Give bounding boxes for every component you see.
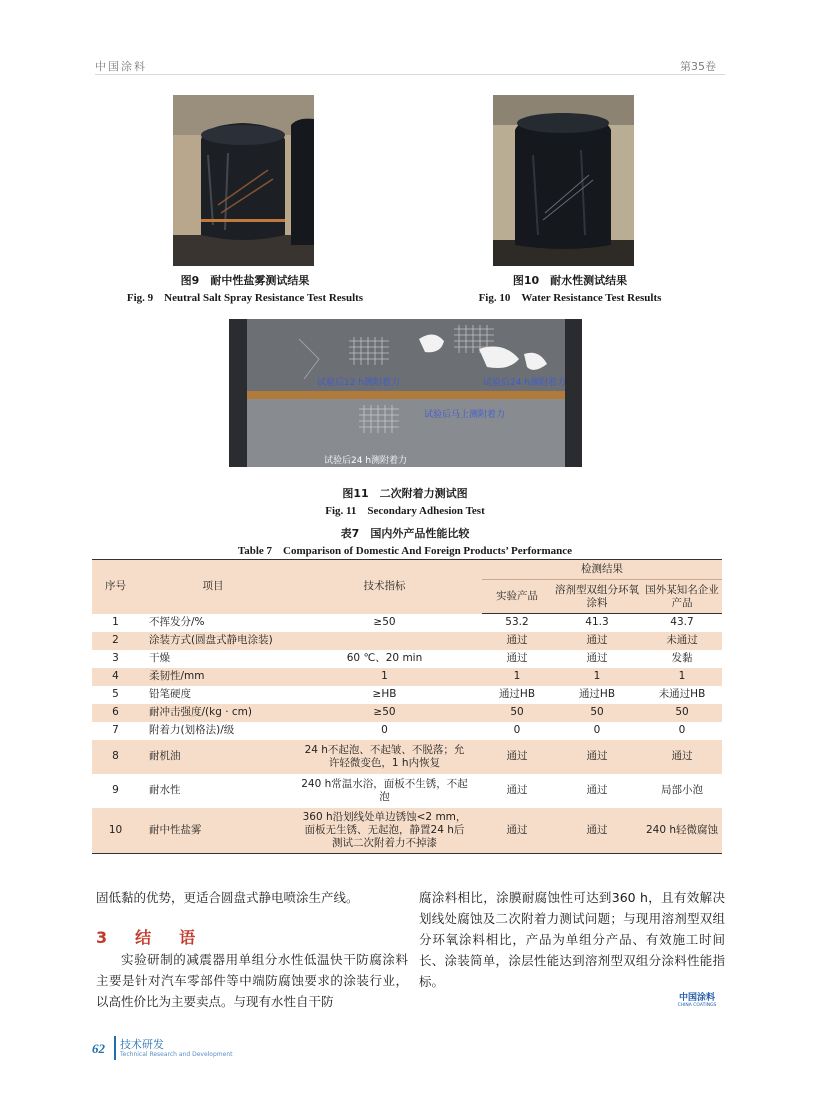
cell-no: 5 [112, 688, 119, 700]
cell-item: 涂装方式(圆盘式静电涂装) [139, 632, 287, 650]
cell-spec: ≥50 [373, 616, 396, 628]
cell-exp: 通过 [482, 632, 552, 650]
cell-spec: 0 [381, 724, 388, 736]
table-row [92, 632, 722, 650]
cell-no: 1 [112, 616, 119, 628]
cell-foreign: 发黏 [671, 652, 693, 664]
footer-section-cn: 技术研发 [120, 1038, 164, 1051]
cell-solvent: 0 [593, 724, 601, 736]
page-number: 62 [92, 1041, 105, 1056]
cell-item: 耐机油 [139, 740, 287, 774]
left-para-2: 实验研制的减震器用单组分水性低温快干防腐涂料主要是针对汽车零部件等中端防腐蚀要求的涂装行业，以高性价比为主要卖点。与现有水性自干防 [96, 952, 408, 1009]
fig10-caption-cn: 图10 耐水性测试结果 [512, 274, 628, 287]
cell-no: 10 [92, 808, 139, 854]
cell-item: 铅笔硬度 [149, 688, 191, 700]
comparison-table [92, 559, 722, 854]
table-row [92, 650, 722, 668]
cell-solvent: 1 [552, 668, 642, 686]
cell-spec: 1 [287, 668, 482, 686]
cell-solvent: 41.3 [585, 616, 609, 629]
cell-exp: 通过 [506, 652, 528, 664]
cell-exp: 通过 [482, 808, 552, 854]
th-solvent: 溶剂型双组分环氧涂料 [552, 580, 642, 614]
cell-no: 2 [92, 632, 139, 650]
table-row [92, 808, 722, 854]
th-exp: 实验产品 [482, 580, 552, 614]
cell-spec: 240 h常温水浴，面板不生锈，不起泡 [301, 777, 468, 803]
fig11-caption-cn: 图11 二次附着力测试图 [342, 487, 468, 500]
fig11-label-3: 试验后马上测附着力 [424, 410, 506, 420]
table-row [92, 774, 722, 808]
cell-item: 耐水性 [149, 784, 181, 796]
cell-exp: 53.2 [505, 616, 529, 629]
fig9-caption-cn: 图9 耐中性盐雾测试结果 [180, 274, 310, 287]
cell-solvent: 通过 [552, 632, 642, 650]
th-item: 项目 [139, 560, 287, 614]
table7-title-cn: 表7 国内外产品性能比较 [340, 527, 470, 540]
th-spec: 技术指标 [287, 560, 482, 614]
cell-exp: 通过 [506, 784, 528, 796]
table-row [92, 614, 722, 632]
cell-spec [287, 632, 482, 650]
right-para: 腐涂料相比，涂膜耐腐蚀性可达到360 h，且有效解决划线处腐蚀及二次附着力测试问题；与现用溶剂型双组分环氧涂料相比，产品为单组分产品、有效施工时间长、涂装简单，涂层性能达到溶剂型双组分涂料性能指标。 [419, 890, 725, 989]
cell-solvent: 通过 [552, 808, 642, 854]
fig11-label-1: 试验后12 h测附着力 [317, 378, 401, 388]
cell-no: 4 [92, 668, 139, 686]
table-row [92, 722, 722, 740]
cell-foreign: 未通过 [642, 632, 722, 650]
cell-no: 6 [92, 704, 139, 722]
china-coatings-logo: 中国涂料 CHINA COATINGS [677, 993, 717, 1008]
cell-solvent: 通过 [552, 740, 642, 774]
cell-item: 耐中性盐雾 [139, 808, 287, 854]
fig11-label-4: 试验后24 h测附着力 [324, 456, 408, 466]
cell-exp: 1 [482, 668, 552, 686]
cell-foreign: 局部小泡 [661, 784, 703, 796]
fig11-caption-en: Fig. 11 Secondary Adhesion Test [325, 505, 485, 517]
cell-no: 7 [112, 724, 119, 736]
th-results: 检测结果 [482, 560, 722, 580]
cell-spec: 360 h沿划线处单边锈蚀<2 mm，面板无生锈、无起泡，静置24 h后测试二次附着力不掉漆 [287, 808, 482, 854]
cell-solvent: 通过 [586, 784, 608, 796]
cell-item: 耐冲击强度/(kg · cm) [139, 704, 287, 722]
cell-item: 不挥发分/% [149, 616, 205, 628]
cell-foreign: 通过 [642, 740, 722, 774]
cell-item: 干燥 [149, 652, 170, 664]
cell-exp: 0 [513, 724, 521, 736]
cell-exp: 通过HB [498, 688, 536, 700]
cell-spec: 24 h不起泡、不起皱、不脱落；允许轻微变色，1 h内恢复 [287, 740, 482, 774]
fig10-photo [493, 95, 634, 266]
cell-solvent: 通过 [586, 652, 608, 664]
footer-section-en: Technical Research and Development [120, 1051, 233, 1058]
table-row [92, 740, 722, 774]
cell-spec: 60 ℃、20 min [346, 652, 423, 664]
cell-no: 9 [112, 784, 119, 796]
cell-solvent: 通过HB [578, 688, 616, 700]
section-title: 3 结 语 [96, 928, 202, 947]
table7-title-en: Table 7 Comparison of Domestic And Foreign Products’ Performance [237, 545, 573, 557]
table-row [92, 668, 722, 686]
fig11-label-2: 试验后24 h测附着力 [483, 378, 567, 388]
cell-spec: ≥HB [372, 688, 397, 700]
cell-item: 柔韧性/mm [139, 668, 287, 686]
header-rule [95, 74, 725, 75]
cell-foreign: 0 [678, 724, 686, 736]
cell-no: 8 [92, 740, 139, 774]
th-foreign: 国外某知名企业产品 [642, 580, 722, 614]
table-row [92, 686, 722, 704]
fig9-photo [173, 95, 314, 266]
th-no: 序号 [92, 560, 139, 614]
cell-no: 3 [112, 652, 119, 664]
cell-exp: 50 [482, 704, 552, 722]
cell-foreign: 240 h轻微腐蚀 [642, 808, 722, 854]
cell-spec: ≥50 [287, 704, 482, 722]
journal-name: 中国涂料 [95, 60, 147, 73]
fig10-caption-en: Fig. 10 Water Resistance Test Results [478, 292, 662, 304]
volume-label: 第35卷 [680, 60, 716, 73]
fig9-caption-en: Fig. 9 Neutral Salt Spray Resistance Test Results [126, 292, 364, 304]
footer-divider [114, 1036, 116, 1060]
cell-foreign: 50 [642, 704, 722, 722]
cell-foreign: 未通过HB [658, 688, 706, 700]
table-row [92, 704, 722, 722]
left-para-1: 固低黏的优势，更适合圆盘式静电喷涂生产线。 [96, 890, 359, 905]
cell-exp: 通过 [482, 740, 552, 774]
cell-item: 附着力(划格法)/级 [149, 724, 235, 736]
cell-foreign: 43.7 [670, 616, 694, 629]
fig11-photo [229, 319, 582, 467]
cell-foreign: 1 [642, 668, 722, 686]
cell-solvent: 50 [552, 704, 642, 722]
